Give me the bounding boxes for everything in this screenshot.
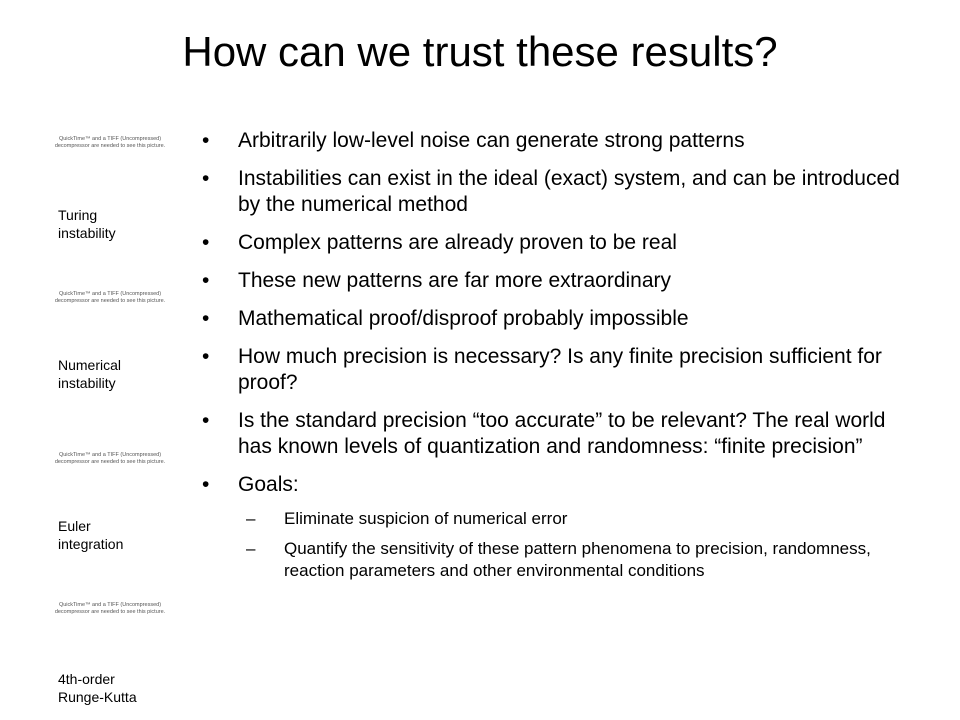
label-line: Turing — [58, 207, 98, 223]
sub-bullet-item — [200, 538, 900, 582]
label-line: integration — [58, 536, 124, 552]
sub-bullet-marker: – — [246, 539, 256, 558]
bullet-item — [200, 166, 900, 218]
sub-bullet-text: Eliminate suspicion of numerical error — [284, 509, 568, 528]
label-line: Runge-Kutta — [58, 689, 137, 705]
label-line: Numerical — [58, 357, 122, 373]
label-runge-kutta — [58, 670, 137, 706]
bullet-item-goals — [200, 472, 900, 498]
label-line: instability — [58, 375, 116, 391]
label-numerical-instability — [58, 356, 121, 392]
bullet-item — [200, 408, 900, 460]
bullet-text: Complex patterns are already proven to be real — [238, 231, 677, 254]
bullet-item — [200, 344, 900, 396]
bullet-marker: • — [202, 307, 210, 330]
bullet-marker: • — [202, 409, 210, 432]
bullet-text: Instabilities can exist in the ideal (exact) system, and can be introduced by the numerical method — [238, 167, 900, 216]
image-placeholder-euler: QuickTime™ and a TIFF (Uncompressed) decompressor are needed to see this picture. — [54, 452, 166, 465]
bullet-text: Mathematical proof/disproof probably impossible — [238, 307, 689, 330]
label-line: 4th-order — [58, 671, 115, 687]
bullet-text: Goals: — [238, 473, 299, 496]
label-euler-integration — [58, 517, 123, 553]
bullet-marker: • — [202, 129, 210, 152]
sub-bullet-item — [200, 508, 900, 530]
bullet-text: These new patterns are far more extraordinary — [238, 269, 672, 292]
image-placeholder-numerical: QuickTime™ and a TIFF (Uncompressed) decompressor are needed to see this picture. — [54, 291, 166, 304]
image-placeholder-turing: QuickTime™ and a TIFF (Uncompressed) decompressor are needed to see this picture. — [54, 136, 166, 149]
sub-bullet-marker: – — [246, 509, 256, 528]
label-line: instability — [58, 225, 116, 241]
bullet-marker: • — [202, 473, 210, 496]
bullet-item — [200, 306, 900, 332]
slide-title: How can we trust these results? — [182, 28, 778, 75]
bullet-list — [200, 128, 900, 590]
image-placeholder-runge-kutta: QuickTime™ and a TIFF (Uncompressed) decompressor are needed to see this picture. — [54, 602, 166, 615]
bullet-marker: • — [202, 167, 210, 190]
bullet-item — [200, 128, 900, 154]
bullet-marker: • — [202, 345, 210, 368]
bullet-text: How much precision is necessary? Is any finite precision sufficient for proof? — [238, 345, 882, 394]
sub-bullet-text: Quantify the sensitivity of these pattern phenomena to precision, randomness, reaction parameters and other environmental conditions — [284, 539, 871, 580]
label-line: Euler — [58, 518, 91, 534]
bullet-text: Arbitrarily low-level noise can generate strong patterns — [238, 129, 745, 152]
bullet-marker: • — [202, 231, 210, 254]
bullet-text: Is the standard precision “too accurate” to be relevant? The real world has known levels of quantization and randomness: “finite precision” — [238, 409, 886, 458]
bullet-item — [200, 268, 900, 294]
bullet-item — [200, 230, 900, 256]
label-turing-instability — [58, 206, 116, 242]
bullet-marker: • — [202, 269, 210, 292]
